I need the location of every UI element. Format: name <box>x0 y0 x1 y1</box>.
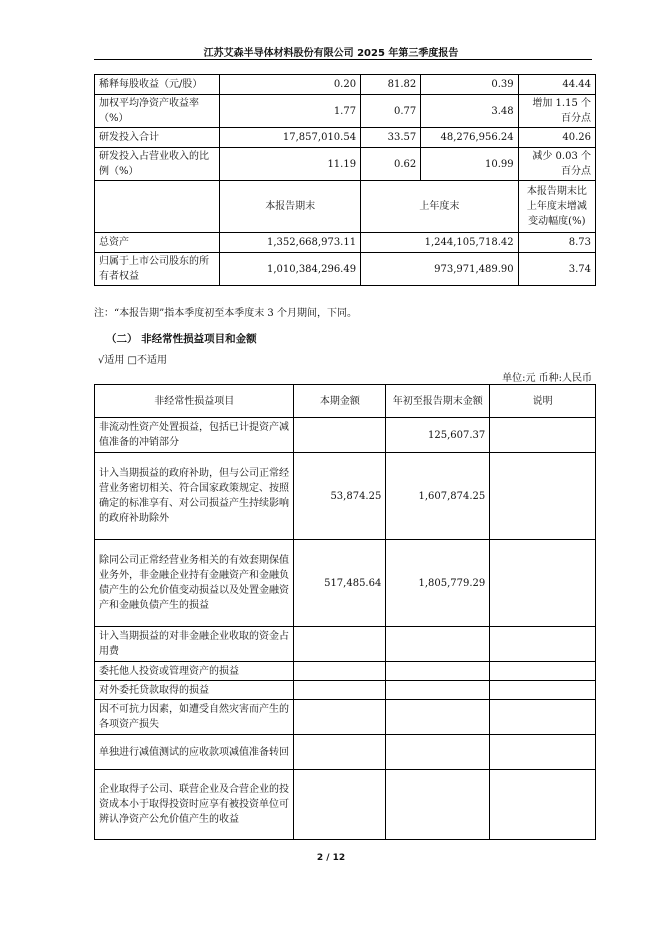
item-label: 除同公司正常经营业务相关的有效套期保值业务外，非金融企业持有金融资产和金融负债产生的公允价值变动损益以及处置金融资产和金融负债产生的损益 <box>95 540 294 627</box>
table-row <box>95 418 596 453</box>
cell-value: 减少 0.03 个百分点 <box>518 148 595 181</box>
cell-value <box>294 627 386 662</box>
cell-value: 17,857,010.54 <box>220 128 361 148</box>
page-number: 2 / 12 <box>316 853 346 863</box>
cell-value: 1,010,384,296.49 <box>220 253 361 286</box>
unit-currency-label: 单位:元 币种:人民币 <box>502 373 592 384</box>
table-row <box>95 770 596 840</box>
column-header: 说明 <box>490 385 596 418</box>
row-label: 加权平均净资产收益率（%） <box>95 95 220 128</box>
cell-value <box>294 418 386 453</box>
cell-value <box>386 662 490 681</box>
table-note: 注：“本报告期”指本季度初至本季度末 3 个月期间，下同。 <box>94 308 357 319</box>
table-row <box>95 75 596 95</box>
row-label: 总资产 <box>95 233 220 253</box>
table-row <box>95 95 596 128</box>
column-header: 非经常性损益项目 <box>95 385 294 418</box>
cell-value <box>490 418 596 453</box>
cell-value <box>490 627 596 662</box>
cell-value: 11.19 <box>220 148 361 181</box>
cell-value <box>490 540 596 627</box>
cell-value <box>386 681 490 700</box>
cell-value: 10.99 <box>421 148 518 181</box>
financial-indicators-table <box>94 74 596 286</box>
item-label: 对外委托贷款取得的损益 <box>95 681 294 700</box>
table-row <box>95 627 596 662</box>
cell-value <box>294 662 386 681</box>
cell-value: 8.73 <box>518 233 595 253</box>
table-row <box>95 453 596 540</box>
table-header-row <box>95 385 596 418</box>
table-row <box>95 253 596 286</box>
row-label: 归属于上市公司股东的所有者权益 <box>95 253 220 286</box>
cell-value: 3.74 <box>518 253 595 286</box>
row-label: 研发投入合计 <box>95 128 220 148</box>
table-row <box>95 233 596 253</box>
cell-value <box>294 700 386 735</box>
item-label: 非流动性资产处置损益，包括已计提资产减值准备的冲销部分 <box>95 418 294 453</box>
row-label: 稀释每股收益（元/股） <box>95 75 220 95</box>
section-title: （二） 非经常性损益项目和金额 <box>106 333 257 345</box>
cell-value: 33.57 <box>361 128 421 148</box>
cell-value <box>294 681 386 700</box>
cell-value <box>490 770 596 840</box>
cell-value: 48,276,956.24 <box>421 128 518 148</box>
cell-value: 53,874.25 <box>294 453 386 540</box>
cell-value: 973,971,489.90 <box>361 253 519 286</box>
header-divider <box>94 59 592 60</box>
cell-value: 1,244,105,718.42 <box>361 233 519 253</box>
cell-value <box>490 735 596 770</box>
cell-value <box>490 700 596 735</box>
column-header: 本报告期末比上年度末增减变动幅度(%) <box>518 181 595 233</box>
item-label: 计入当期损益的政府补助，但与公司正常经营业务密切相关、符合国家政策规定、按照确定的标准享有、对公司损益产生持续影响的政府补助除外 <box>95 453 294 540</box>
cell-value: 3.48 <box>421 95 518 128</box>
table-row <box>95 735 596 770</box>
item-label: 单独进行减值测试的应收款项减值准备转回 <box>95 735 294 770</box>
column-header: 上年度末 <box>361 181 519 233</box>
table-row <box>95 540 596 627</box>
cell-value <box>386 770 490 840</box>
cell-value: 0.77 <box>361 95 421 128</box>
cell-value: 1,352,668,973.11 <box>220 233 361 253</box>
item-label: 因不可抗力因素，如遭受自然灾害而产生的各项资产损失 <box>95 700 294 735</box>
cell-value <box>386 735 490 770</box>
cell-value: 增加 1.15 个百分点 <box>518 95 595 128</box>
cell-value <box>386 700 490 735</box>
cell-value <box>386 627 490 662</box>
table-row <box>95 128 596 148</box>
item-label: 委托他人投资或管理资产的损益 <box>95 662 294 681</box>
cell-value: 0.20 <box>220 75 361 95</box>
cell-value <box>490 453 596 540</box>
column-header: 本期金额 <box>294 385 386 418</box>
table-row <box>95 148 596 181</box>
table-row <box>95 681 596 700</box>
row-label: 研发投入占营业收入的比例（%） <box>95 148 220 181</box>
cell-value: 517,485.64 <box>294 540 386 627</box>
cell-value <box>294 735 386 770</box>
cell-value: 0.39 <box>421 75 518 95</box>
empty-cell <box>95 181 220 233</box>
cell-value: 1,607,874.25 <box>386 453 490 540</box>
cell-value <box>490 681 596 700</box>
cell-value: 40.26 <box>518 128 595 148</box>
column-header: 年初至报告期末金额 <box>386 385 490 418</box>
non-recurring-items-table <box>94 384 596 840</box>
table-row <box>95 662 596 681</box>
cell-value: 1,805,779.29 <box>386 540 490 627</box>
cell-value <box>490 662 596 681</box>
cell-value: 0.62 <box>361 148 421 181</box>
item-label: 企业取得子公司、联营企业及合营企业的投资成本小于取得投资时应享有被投资单位可辨认净资产公允价值产生的收益 <box>95 770 294 840</box>
table-subheader-row <box>95 181 596 233</box>
column-header: 本报告期末 <box>220 181 361 233</box>
item-label: 计入当期损益的对非金融企业收取的资金占用费 <box>95 627 294 662</box>
cell-value: 44.44 <box>518 75 595 95</box>
table-row <box>95 700 596 735</box>
cell-value: 125,607.37 <box>386 418 490 453</box>
cell-value: 1.77 <box>220 95 361 128</box>
page-header: 江苏艾森半导体材料股份有限公司 2025 年第三季度报告 <box>203 48 459 59</box>
cell-value: 81.82 <box>361 75 421 95</box>
cell-value <box>294 770 386 840</box>
applicability-checkbox-line: √适用 □不适用 <box>98 355 167 366</box>
